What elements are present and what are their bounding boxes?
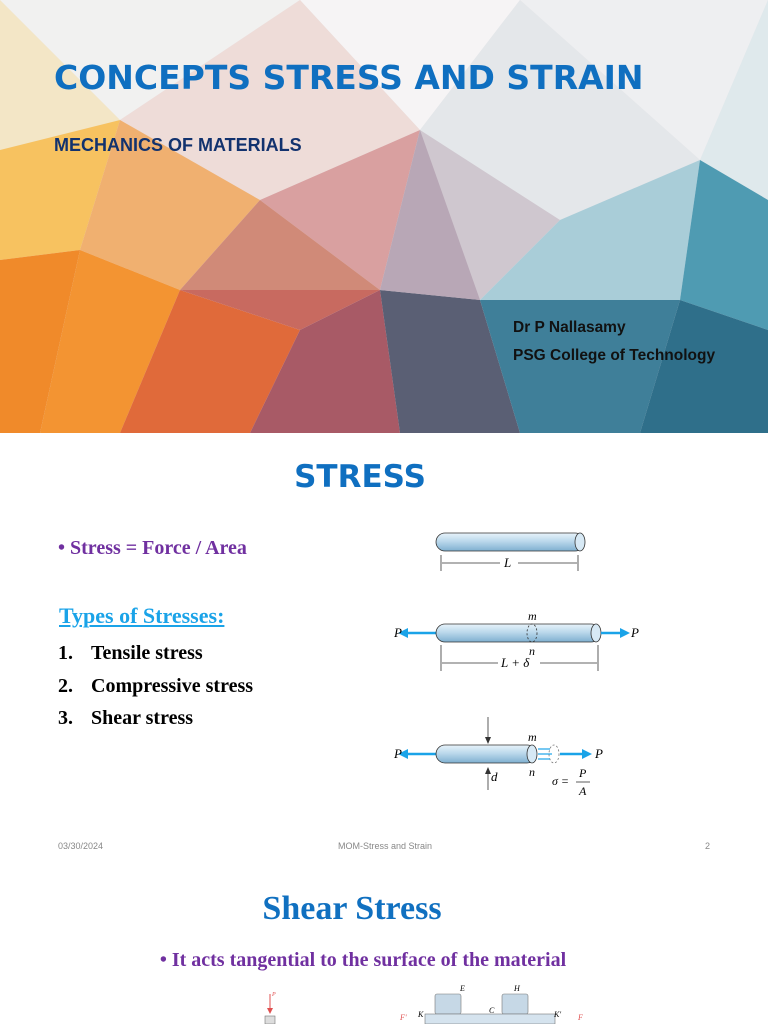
label-e: E	[460, 984, 465, 993]
section-n-label: n	[529, 765, 535, 779]
load-label-left: P	[394, 746, 402, 761]
slide-title: Shear Stress	[262, 890, 442, 927]
load-label-right: P	[631, 625, 639, 640]
list-label: Shear stress	[91, 707, 194, 729]
bar-stretched	[436, 624, 600, 642]
title-slide	[0, 0, 768, 433]
sigma-label: σ =	[552, 774, 570, 788]
stress-definition-text: Stress = Force / Area	[70, 537, 247, 559]
shear-definition: • It acts tangential to the surface of the material	[159, 949, 567, 971]
arrow-right-icon	[620, 628, 630, 638]
shear-stress-slide	[0, 866, 768, 1024]
author-name: Dr P Nallasamy	[513, 319, 626, 336]
section-m-label: m	[528, 609, 537, 623]
arrow-right-icon	[582, 749, 592, 759]
sigma-denominator: A	[579, 784, 587, 798]
section-m-label: m	[528, 730, 537, 744]
footer-title: MOM-Stress and Strain	[338, 841, 433, 851]
author-institution: PSG College of Technology	[513, 347, 716, 364]
bar-cut	[436, 745, 536, 763]
label-c: C	[489, 1006, 495, 1015]
bar-tension-figure	[380, 523, 670, 803]
list-number: 3.	[58, 707, 73, 729]
label-h: H	[514, 984, 520, 993]
slide-subtitle: MECHANICS OF MATERIALS	[54, 135, 302, 155]
bullet-dot: •	[58, 537, 71, 559]
force-label-right: F	[578, 1013, 583, 1022]
load-label-left: P	[394, 625, 402, 640]
types-heading: Types of Stresses:	[59, 603, 225, 628]
length-label: L	[504, 555, 512, 570]
list-number: 1.	[58, 642, 73, 664]
shear-figure	[250, 984, 610, 1024]
slide-title: CONCEPTS STRESS AND STRAIN	[54, 58, 644, 97]
list-item	[58, 637, 253, 670]
footer-date: 03/30/2024	[58, 841, 104, 851]
elongated-length-label: L + δ	[501, 655, 530, 670]
diameter-label: d	[491, 769, 498, 784]
load-label: P	[272, 992, 276, 998]
force-label-left: F'	[400, 1013, 407, 1022]
list-number: 2.	[58, 674, 73, 697]
label-k-prime: K'	[554, 1010, 562, 1019]
stress-definition	[58, 537, 247, 560]
footer-page-number: 2	[705, 841, 711, 851]
author-block	[513, 314, 715, 370]
list-item	[58, 670, 253, 703]
list-item	[58, 702, 253, 735]
label-k: K	[418, 1010, 424, 1019]
section-n-label: n	[529, 644, 535, 658]
list-label: Tensile stress	[91, 642, 203, 664]
types-list	[58, 637, 253, 735]
slide-title: STRESS	[294, 459, 426, 495]
arrow-down-icon	[267, 1008, 273, 1014]
sigma-numerator: P	[579, 766, 587, 780]
stress-slide	[0, 433, 768, 866]
bar-unloaded	[436, 533, 584, 551]
load-label-right: P	[595, 746, 603, 761]
list-label: Compressive stress	[91, 674, 254, 697]
